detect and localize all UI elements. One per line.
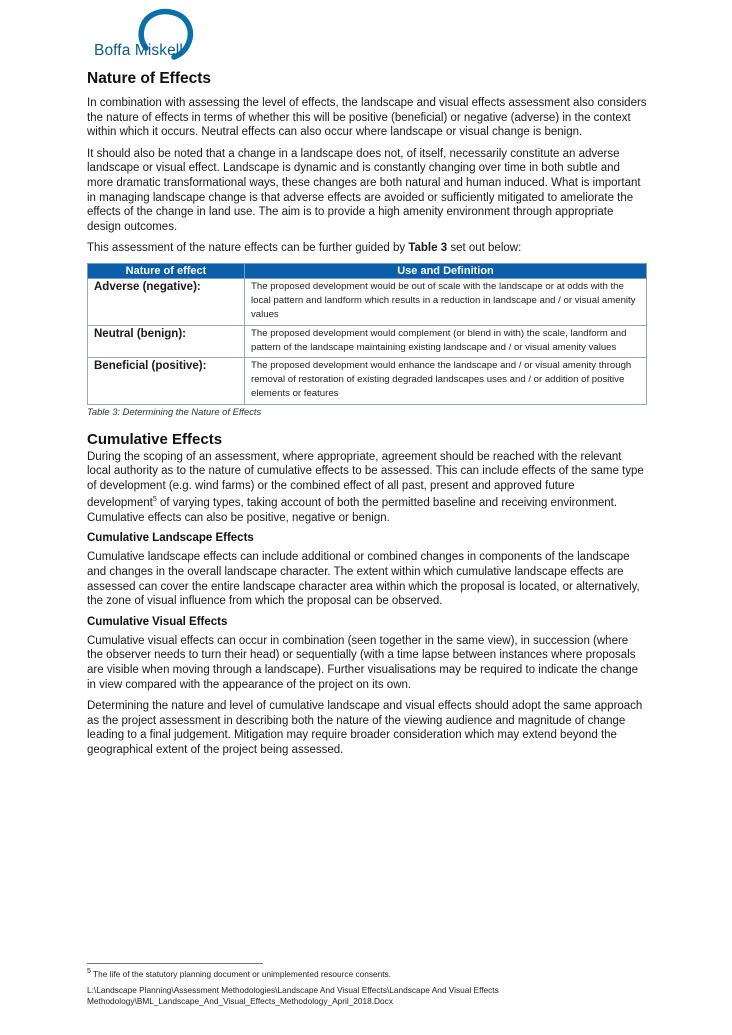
table-row — [88, 357, 647, 404]
subsection-title-visual: Cumulative Visual Effects — [87, 615, 228, 628]
nature-paragraph-2: It should also be noted that a change in a landscape does not, of itself, necessarily constitute an adverse landscape or visual effect. Landscape is dynamic and is constantly changing over time in both subtle and more dramatic transformational ways, these changes are both natural and human induced. What is important in managing landscape change is that adverse effects are avoided or sufficiently mitigated to ameliorate the effects of the change in land use. The aim is to provide a high amenity environment through appropriate design outcomes. — [87, 147, 641, 233]
table-header-nature: Nature of effect — [88, 263, 245, 278]
section-title-nature-of-effects: Nature of Effects — [87, 70, 212, 87]
table-cell-definition: The proposed development would complement (or blend in with) the scale, landform and pattern of the landscape maintaining existing landscape and / or visual amenity values — [245, 325, 647, 357]
table-cell-term: Adverse (negative): — [88, 278, 245, 325]
nature-paragraph-1: In combination with assessing the level of effects, the landscape and visual effects assessment also considers the nature of effects in terms of whether this will be positive (beneficial) or negative (adverse) in the context within which it occurs. Neutral effects can also occur where landscape or visual change is benign. — [87, 97, 647, 139]
logo-text: Boffa Miskell — [94, 42, 183, 59]
company-logo — [94, 8, 204, 60]
table-header-definition: Use and Definition — [245, 263, 647, 278]
table-row — [88, 325, 647, 357]
cumulative-p1-after: of varying types, taking account of both the permitted baseline and receiving environment. Cumulative effects can also be positive, negative or benign. — [87, 497, 618, 524]
cumulative-visual-paragraph-2: Determining the nature and level of cumulative landscape and visual effects should adopt the same approach as the project assessment in describing both the nature of the viewing audience and magnitude of change leading to a final judgement. Mitigation may require broader consideration which may extend beyond the geographical extent of the project being assessed. — [87, 700, 643, 756]
footnote-number: 5 — [87, 968, 91, 975]
cumulative-landscape-paragraph: Cumulative landscape effects can include additional or combined changes in components of the landscape and changes in the overall landscape character. The extent within which cumulative landscape effects are assessed can cover the entire landscape character area within which the proposal is located, or alternatively, the zone of visual influence from which the proposal can be observed. — [87, 551, 640, 608]
subsection-title-landscape: Cumulative Landscape Effects — [87, 532, 254, 545]
cumulative-paragraph-1 — [87, 450, 647, 526]
section-title-cumulative-effects: Cumulative Effects — [87, 430, 223, 448]
footnote — [87, 968, 391, 979]
footnote-divider — [87, 963, 263, 964]
page-content — [87, 70, 647, 764]
nature-of-effects-table — [87, 263, 647, 405]
file-path-line-1: L:\Landscape Planning\Assessment Methodologies\Landscape And Visual Effects\Landscape And Visual Effects — [87, 985, 499, 995]
nature-paragraph-3 — [87, 241, 647, 256]
table-reference: Table 3 — [408, 242, 448, 255]
nature-p3-before: This assessment of the nature effects can be further guided by — [87, 242, 409, 255]
table-cell-definition: The proposed development would enhance the landscape and / or visual amenity through removal of restoration of existing degraded landscapes uses and / or addition of positive elements or features — [245, 357, 647, 404]
file-path-line-2: Methodology\BML_Landscape_And_Visual_Effects_Methodology_April_2018.Docx — [87, 996, 393, 1006]
table-cell-term: Beneficial (positive): — [88, 357, 245, 404]
table-cell-definition: The proposed development would be out of scale with the landscape or at odds with the local pattern and landform which results in a reduction in landscape and / or visual amenity values — [245, 278, 647, 325]
table-row — [88, 278, 647, 325]
cumulative-p1-before: During the scoping of an assessment, where appropriate, agreement should be reached with the relevant local authority as to the nature of cumulative effects to be assessed. This can include effects of the same type of development (e.g. wind farms) or the combined effect of all past, present and approved future development — [87, 450, 644, 510]
footnote-reference[interactable]: 5 — [152, 496, 157, 504]
cumulative-visual-paragraph-1: Cumulative visual effects can occur in combination (seen together in the same view), in succession (where the observer needs to turn their head) or sequentially (with a time lapse between instances where proposals are visible when moving through a landscape). Further visualisations may be required to indicate the change in view compared with the appearance of the project on its own. — [87, 634, 639, 691]
nature-p3-after: set out below: — [447, 242, 522, 255]
table-header-row — [88, 263, 647, 278]
table-cell-term: Neutral (benign): — [88, 325, 245, 357]
table-caption: Table 3: Determining the Nature of Effects — [87, 405, 262, 417]
file-path — [87, 985, 607, 1007]
footnote-text: The life of the statutory planning document or unimplemented resource consents. — [90, 968, 391, 979]
